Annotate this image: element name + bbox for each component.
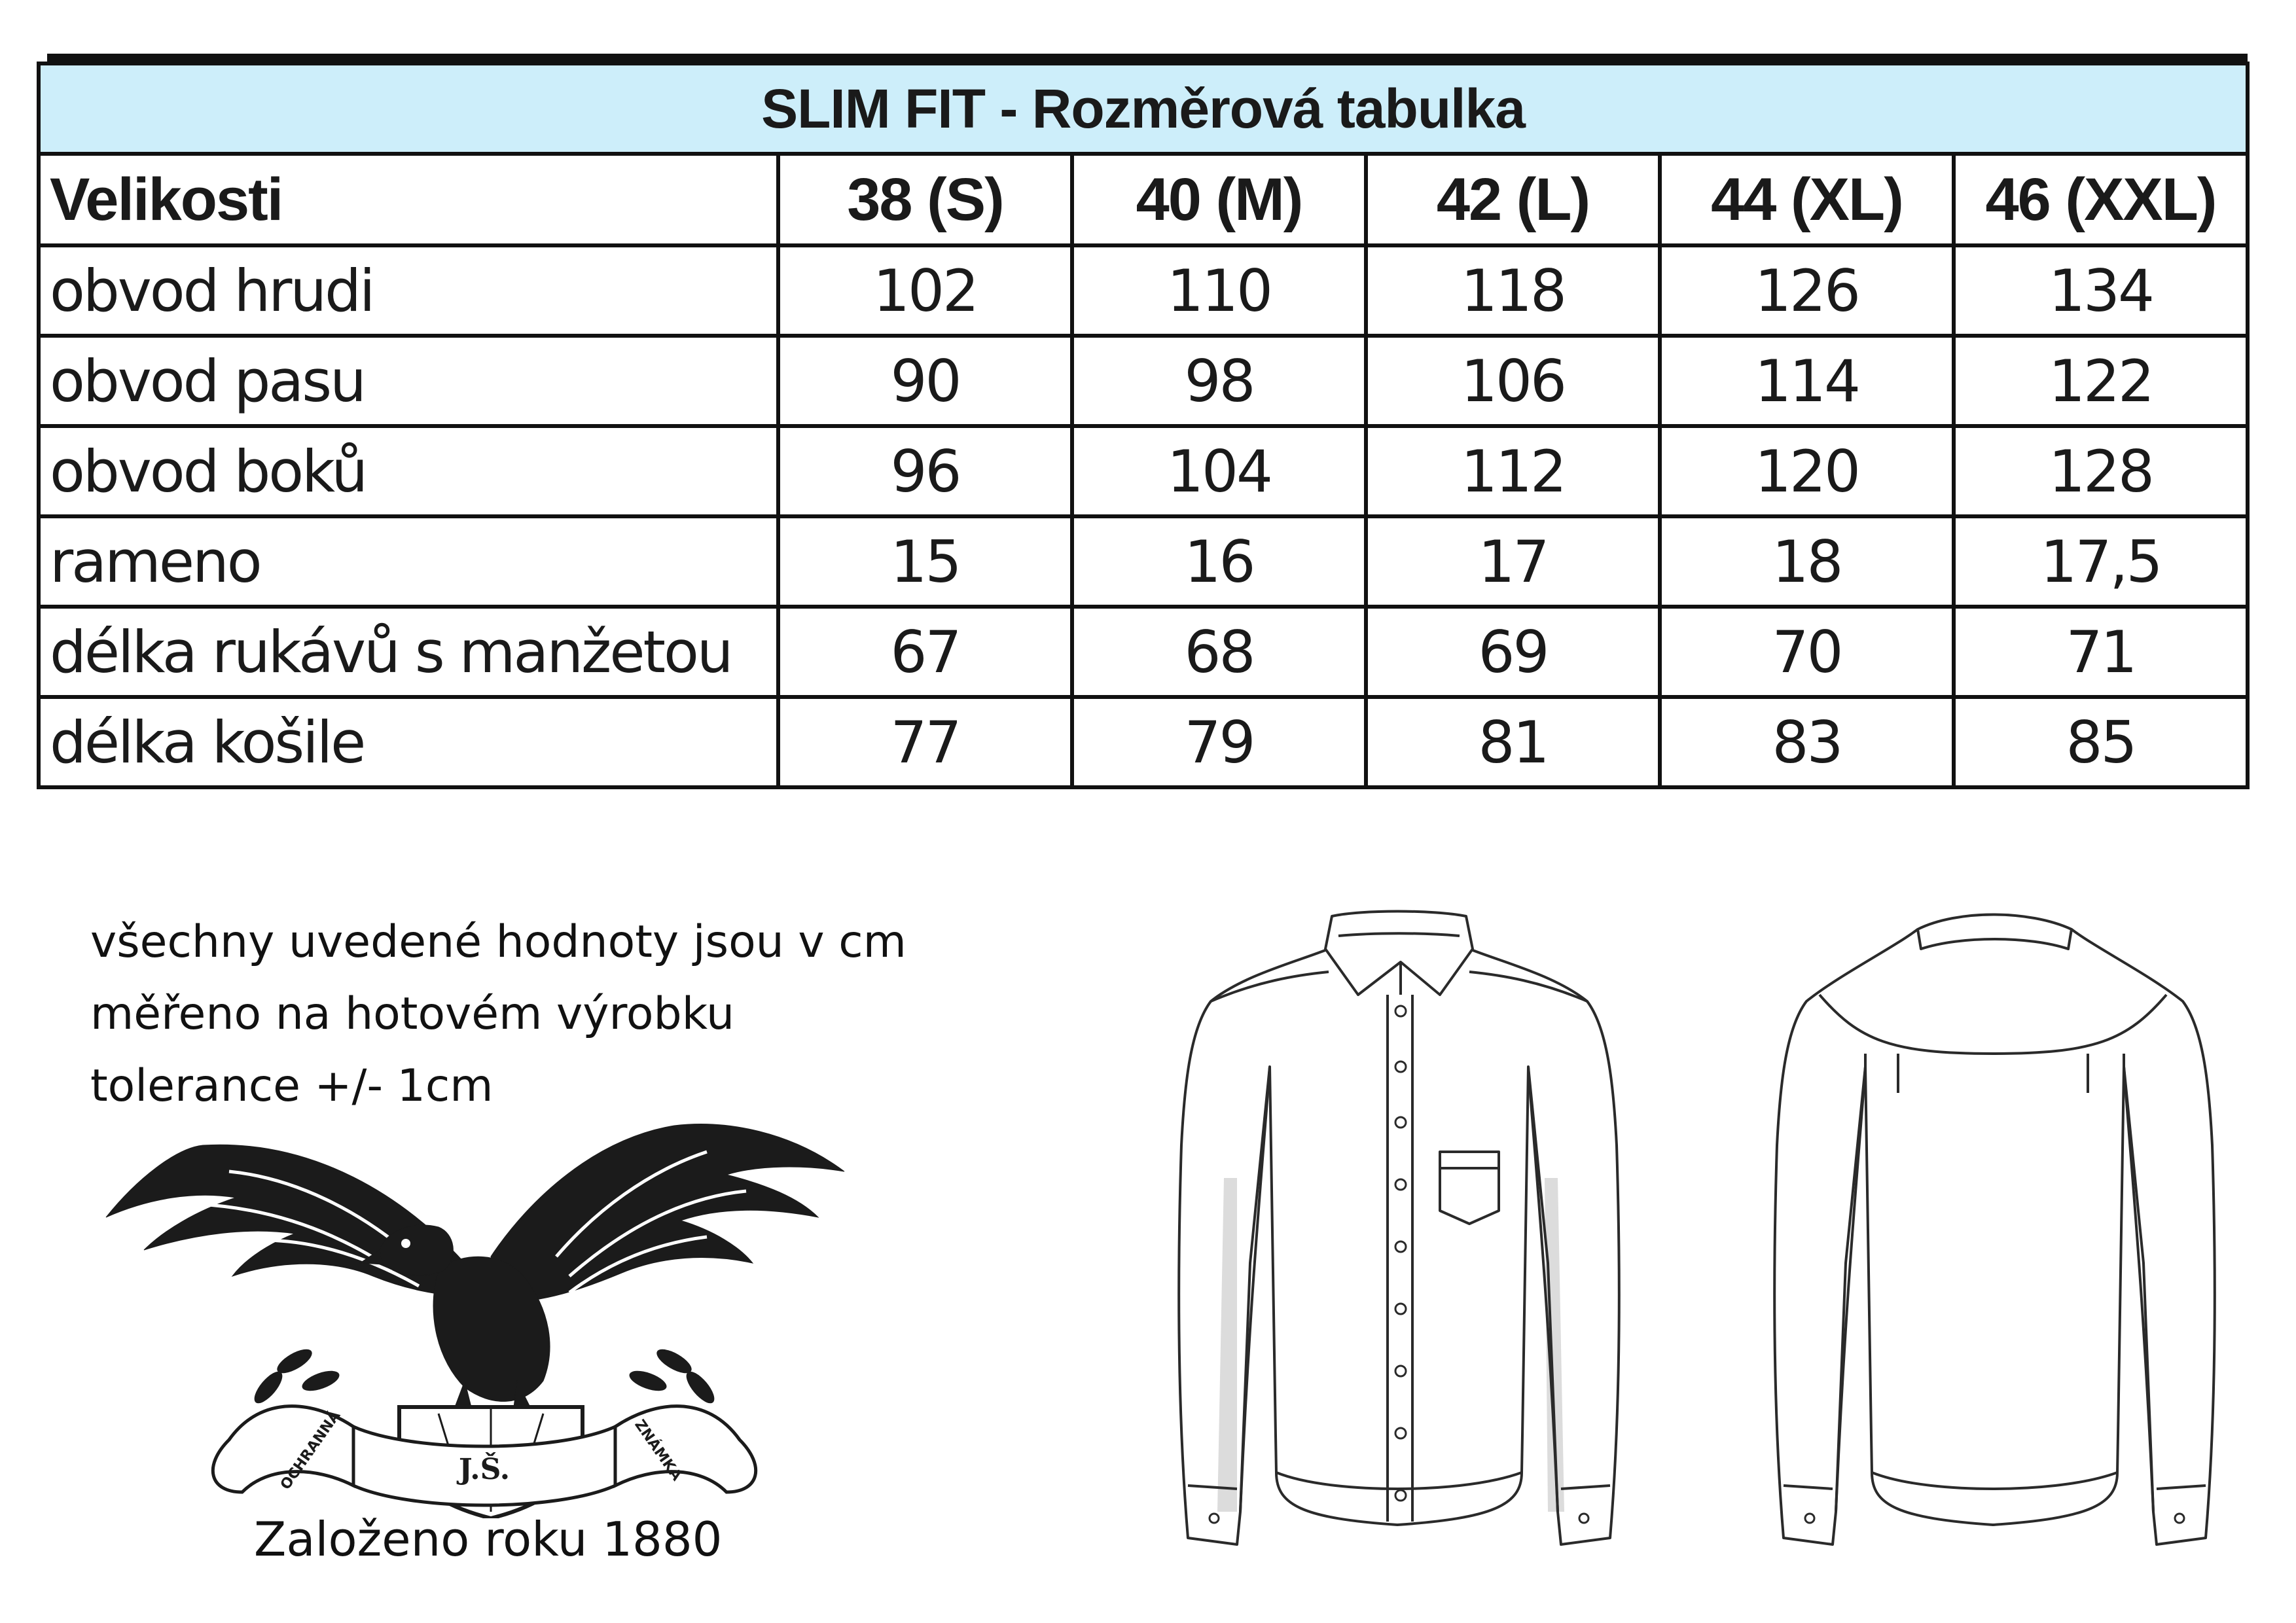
table-cell: 98 xyxy=(1072,336,1366,426)
table-cell: 17,5 xyxy=(1954,516,2248,607)
table-cell: 15 xyxy=(778,516,1072,607)
table-cell: 106 xyxy=(1366,336,1660,426)
header-row xyxy=(39,154,2248,245)
table-cell: 18 xyxy=(1660,516,1954,607)
table-cell: 122 xyxy=(1954,336,2248,426)
table-cell: 68 xyxy=(1072,607,1366,697)
table-cell: 70 xyxy=(1660,607,1954,697)
header-cell: 38 (S) xyxy=(778,154,1072,245)
table-cell: 114 xyxy=(1660,336,1954,426)
header-cell: 40 (M) xyxy=(1072,154,1366,245)
row-label: obvod hrudi xyxy=(39,245,778,336)
table-cell: 112 xyxy=(1366,426,1660,516)
row-label: rameno xyxy=(39,516,778,607)
table-cell: 90 xyxy=(778,336,1072,426)
table-row xyxy=(39,516,2248,607)
table-cell: 118 xyxy=(1366,245,1660,336)
table-cell: 79 xyxy=(1072,697,1366,787)
row-label: obvod pasu xyxy=(39,336,778,426)
button-icon xyxy=(1805,1514,2184,1523)
shirt-front-illustration xyxy=(1165,897,1630,1564)
table-cell: 120 xyxy=(1660,426,1954,516)
top-rule xyxy=(47,54,2248,62)
table-cell: 126 xyxy=(1660,245,1954,336)
ribbon-text-right: ZNÁMKA xyxy=(631,1417,685,1484)
note-line: tolerance +/- 1cm xyxy=(90,1060,493,1112)
table-row xyxy=(39,426,2248,516)
eagle-icon xyxy=(106,1124,844,1407)
table-row xyxy=(39,607,2248,697)
table-cell: 77 xyxy=(778,697,1072,787)
table-cell: 128 xyxy=(1954,426,2248,516)
header-cell: 42 (L) xyxy=(1366,154,1660,245)
ribbon-text-center: J.Š. xyxy=(458,1453,511,1486)
size-table-container xyxy=(37,54,2248,789)
table-cell: 104 xyxy=(1072,426,1366,516)
size-table xyxy=(37,62,2250,789)
table-cell: 110 xyxy=(1072,245,1366,336)
header-cell: 46 (XXL) xyxy=(1954,154,2248,245)
table-cell: 67 xyxy=(778,607,1072,697)
note-line: všechny uvedené hodnoty jsou v cm xyxy=(90,916,906,968)
table-cell: 85 xyxy=(1954,697,2248,787)
note-line: měřeno na hotovém výrobku xyxy=(90,988,735,1040)
table-cell: 16 xyxy=(1072,516,1366,607)
header-cell: 44 (XL) xyxy=(1660,154,1954,245)
table-cell: 96 xyxy=(778,426,1072,516)
table-cell: 71 xyxy=(1954,607,2248,697)
founded-caption: Založeno roku 1880 xyxy=(254,1512,723,1567)
table-cell: 17 xyxy=(1366,516,1660,607)
table-cell: 102 xyxy=(778,245,1072,336)
table-title: SLIM FIT - Rozměrová tabulka xyxy=(39,63,2248,154)
ribbon-text-left: OCHRANNÁ xyxy=(277,1408,344,1493)
table-cell: 81 xyxy=(1366,697,1660,787)
eagle-trademark-logo xyxy=(98,1099,857,1518)
measurement-notes xyxy=(90,906,906,1122)
table-row xyxy=(39,245,2248,336)
table-cell: 134 xyxy=(1954,245,2248,336)
row-label: délka rukávů s manžetou xyxy=(39,607,778,697)
table-row xyxy=(39,336,2248,426)
eagle-eye xyxy=(401,1239,410,1248)
table-row xyxy=(39,697,2248,787)
row-label: délka košile xyxy=(39,697,778,787)
table-cell: 83 xyxy=(1660,697,1954,787)
button-icon xyxy=(1210,1006,1588,1523)
shirt-back-illustration xyxy=(1761,897,2225,1564)
row-label: obvod boků xyxy=(39,426,778,516)
table-cell: 69 xyxy=(1366,607,1660,697)
header-cell: Velikosti xyxy=(39,154,778,245)
